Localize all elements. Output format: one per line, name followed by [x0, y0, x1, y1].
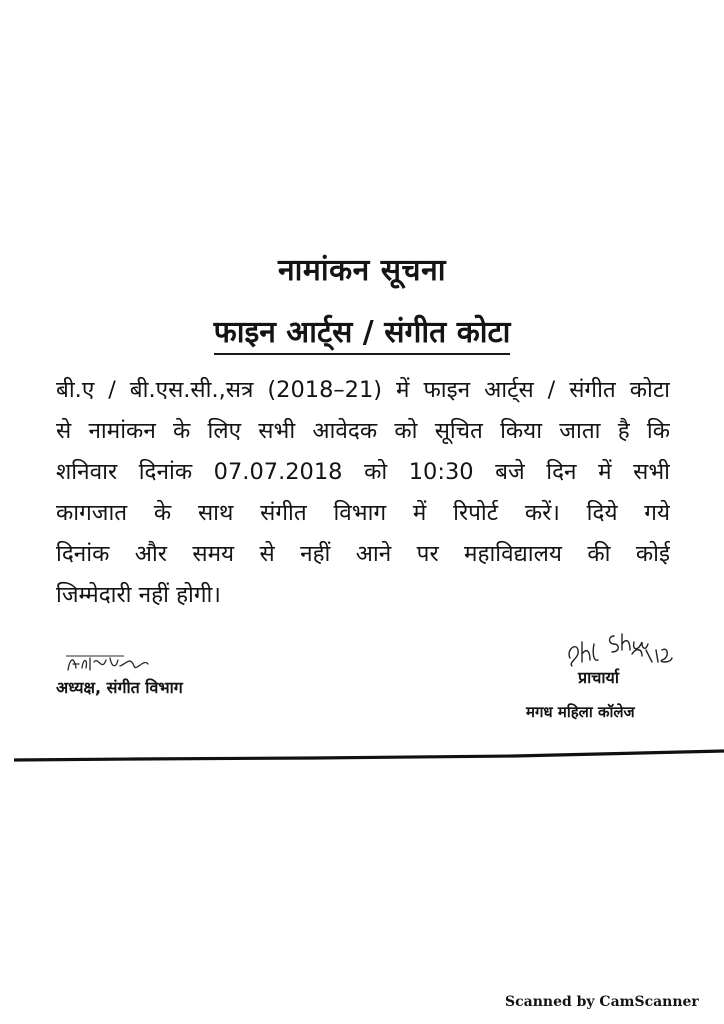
- hod-signature: [64, 650, 164, 676]
- notice-body-line: बी.ए / बी.एस.सी.,सत्र (2018–21) में फाइन आर्ट्स / संगीत कोटा: [56, 377, 670, 403]
- notice-body-line: दिनांक और समय से नहीं आने पर महाविद्यालय की कोई: [56, 541, 670, 567]
- notice-title: नामांकन सूचना: [277, 253, 446, 288]
- bottom-rule: [14, 748, 724, 762]
- hod-title: अध्यक्ष, संगीत विभाग: [56, 678, 183, 697]
- notice-body-line: शनिवार दिनांक 07.07.2018 को 10:30 बजे दिन में सभी: [56, 459, 670, 485]
- notice-subtitle: [0, 310, 724, 355]
- college-name: मगध महिला कॉलेज: [526, 703, 635, 721]
- notice-body-line: से नामांकन के लिए सभी आवेदक को सूचित किया जाता है कि: [56, 418, 670, 444]
- principal-title: प्राचार्या: [578, 668, 619, 687]
- notice-subtitle-text: फाइन आर्ट्स / संगीत कोटा: [214, 310, 511, 355]
- notice-body-line: कागजात के साथ संगीत विभाग में रिपोर्ट करें। दिये गये: [56, 500, 670, 526]
- scanner-watermark: Scanned by CamScanner: [505, 994, 699, 1010]
- notice-body-line: जिम्मेदारी नहीं होगी।: [56, 582, 221, 608]
